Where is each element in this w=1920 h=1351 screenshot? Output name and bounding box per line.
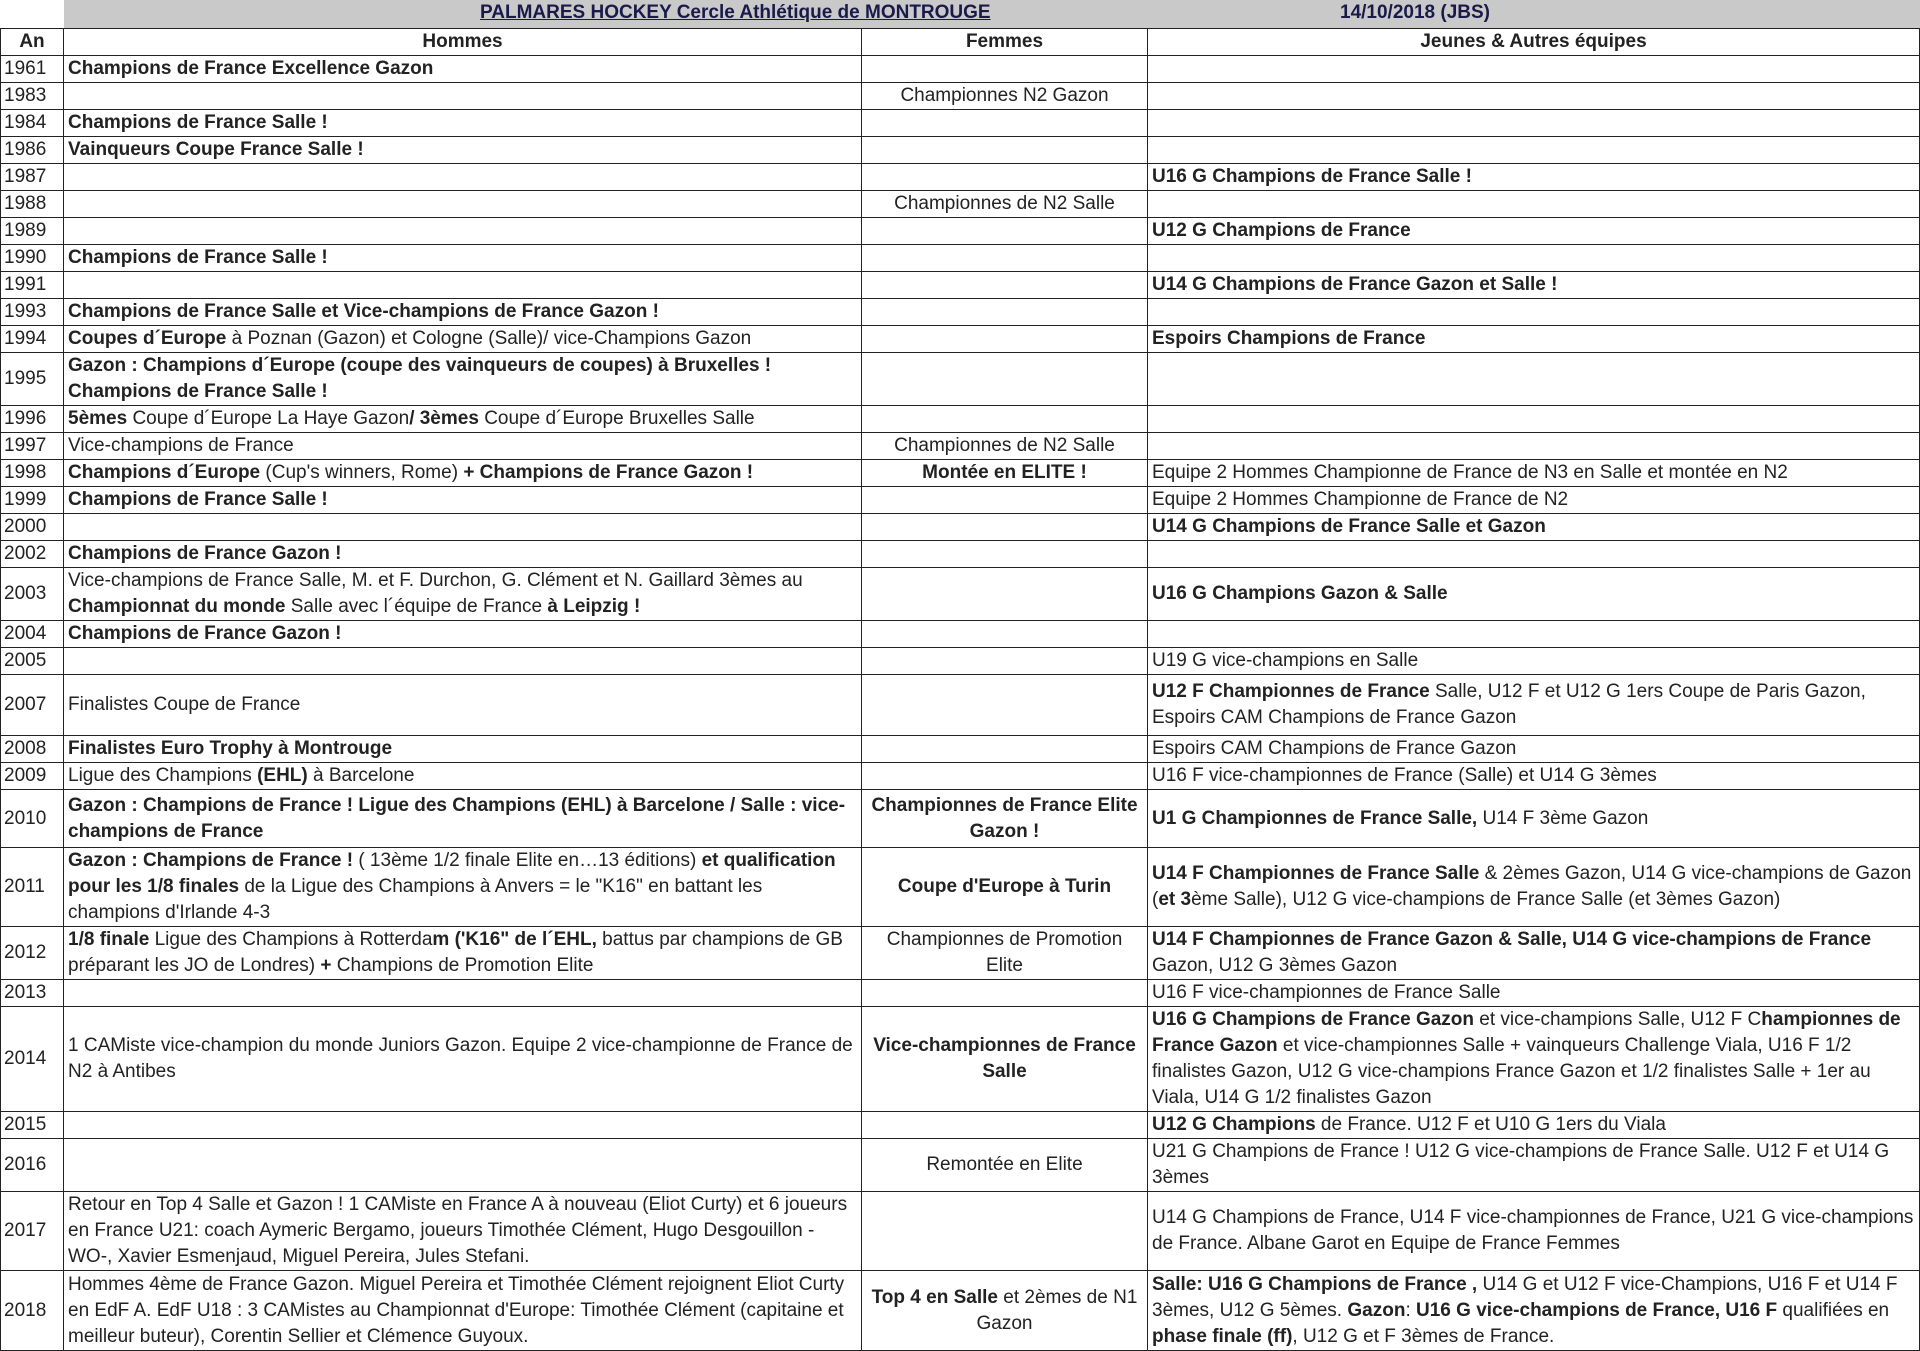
table-row — [1, 621, 1920, 648]
cell-youth — [1148, 353, 1920, 406]
text-segment: Salle: U16 G Champions de France , — [1152, 1273, 1478, 1295]
cell-men — [64, 980, 862, 1007]
table-row — [1, 272, 1920, 299]
cell-year: 2004 — [1, 621, 64, 648]
table-row — [1, 353, 1920, 406]
text-segment: et 3 — [1158, 889, 1192, 910]
table-row — [1, 433, 1920, 460]
text-segment: U12 G Champions de France — [1152, 220, 1411, 241]
page-date: 14/10/2018 (JBS) — [1340, 2, 1490, 23]
table-row — [1, 299, 1920, 326]
text-segment: U14 F 3ème Gazon — [1477, 807, 1649, 829]
table-row — [1, 326, 1920, 353]
cell-men — [64, 790, 862, 848]
cell-youth — [1148, 790, 1920, 848]
text-segment: à Barcelone — [307, 765, 415, 786]
text-segment: de la Ligue des Champions à Anvers = le "K16" en battant les champions d'Irlande 4-3 — [68, 876, 763, 923]
text-segment: Gazon — [1347, 1299, 1406, 1321]
text-segment: et 2èmes de N1 Gazon — [976, 1286, 1138, 1334]
text-segment: ( 13ème 1/2 finale Elite en…13 éditions) — [353, 850, 702, 871]
text-segment: U14 G et U12 F vice-Champions, U16 F et U14 F 3èmes, U12 G 5èmes. — [1152, 1273, 1898, 1321]
cell-men — [64, 763, 862, 790]
cell-men — [64, 83, 862, 110]
cell-women — [862, 621, 1148, 648]
cell-youth — [1148, 137, 1920, 164]
cell-women — [862, 648, 1148, 675]
cell-women — [862, 326, 1148, 353]
cell-year: 2005 — [1, 648, 64, 675]
cell-men — [64, 675, 862, 736]
column-header-women: Femmes — [862, 29, 1148, 56]
cell-men — [64, 110, 862, 137]
text-segment: Champions de France Gazon ! — [68, 623, 342, 644]
text-segment: U12 G Champions — [1152, 1114, 1316, 1135]
cell-men — [64, 299, 862, 326]
table-row — [1, 1192, 1920, 1271]
cell-women — [862, 272, 1148, 299]
text-segment: à Poznan (Gazon) et Cologne (Salle)/ vice-Champions Gazon — [226, 328, 752, 349]
text-segment: Champions de Promotion Elite — [331, 955, 594, 976]
text-segment: à Leipzig ! — [547, 596, 641, 617]
cell-youth — [1148, 218, 1920, 245]
text-segment: Finalistes Coupe de France — [68, 694, 301, 715]
table-row — [1, 406, 1920, 433]
cell-women — [862, 406, 1148, 433]
text-segment: et vice-championnes Salle + vainqueurs Challenge Viala, U16 F 1/2 finalistes Gazon, U12 G vice-champions France Gazon et 1/2 finalistes Salle + 1er au Viala, U14 G 1/2 finalistes Gazon — [1152, 1035, 1871, 1108]
text-segment: 1 CAMiste vice-champion du monde Juniors Gazon. Equipe 2 vice-championne de France de N2 à Antibes — [68, 1035, 853, 1082]
cell-men — [64, 927, 862, 980]
cell-men — [64, 272, 862, 299]
cell-youth — [1148, 1192, 1920, 1271]
cell-men — [64, 736, 862, 763]
cell-youth — [1148, 568, 1920, 621]
cell-youth — [1148, 736, 1920, 763]
cell-men — [64, 56, 862, 83]
cell-women — [862, 848, 1148, 927]
table-row — [1, 736, 1920, 763]
text-segment: U14 G Champions de France Gazon et Salle ! — [1152, 274, 1558, 295]
cell-men — [64, 648, 862, 675]
table-row — [1, 927, 1920, 980]
text-segment: hampionnes de France Gazon — [1152, 1009, 1901, 1056]
table-row — [1, 790, 1920, 848]
title-bar — [0, 0, 1920, 28]
cell-youth — [1148, 1139, 1920, 1192]
cell-women — [862, 83, 1148, 110]
cell-men — [64, 460, 862, 487]
cell-women — [862, 137, 1148, 164]
cell-men — [64, 1192, 862, 1271]
table-row — [1, 568, 1920, 621]
table-row — [1, 218, 1920, 245]
text-segment: Coupe d'Europe à Turin — [897, 876, 1112, 897]
cell-year: 2016 — [1, 1139, 64, 1192]
cell-year: 2010 — [1, 790, 64, 848]
cell-men — [64, 1007, 862, 1112]
cell-men — [64, 848, 862, 927]
text-segment: Championnes de Promotion Elite — [886, 929, 1123, 976]
cell-women — [862, 110, 1148, 137]
text-segment: Finalistes Euro Trophy à Montrouge — [68, 738, 393, 759]
text-segment: de France. U12 F et U10 G 1ers du Viala — [1315, 1114, 1666, 1135]
cell-year: 1989 — [1, 218, 64, 245]
column-header-year: An — [1, 29, 64, 56]
cell-men — [64, 191, 862, 218]
text-segment: Salle, U12 F et U12 G 1ers Coupe de Paris Gazon, Espoirs CAM Champions de France Gazon — [1152, 681, 1866, 728]
table-row — [1, 460, 1920, 487]
table-row — [1, 56, 1920, 83]
cell-year: 1995 — [1, 353, 64, 406]
cell-women — [862, 1271, 1148, 1351]
text-segment: 1/8 finale — [68, 929, 150, 950]
cell-year: 1993 — [1, 299, 64, 326]
text-segment: Equipe 2 Hommes Championne de France de N3 en Salle et montée en N2 — [1152, 462, 1788, 483]
cell-women — [862, 299, 1148, 326]
text-segment: battus par champions de GB préparant les JO de Londres) — [68, 929, 843, 976]
text-segment: Champions de France Salle ! — [68, 112, 328, 133]
cell-year: 2008 — [1, 736, 64, 763]
cell-youth — [1148, 763, 1920, 790]
cell-women — [862, 568, 1148, 621]
cell-year: 1987 — [1, 164, 64, 191]
cell-women — [862, 1007, 1148, 1112]
palmares-table — [0, 28, 1920, 1351]
text-segment: Montée en ELITE ! — [922, 462, 1087, 483]
table-row — [1, 110, 1920, 137]
cell-women — [862, 460, 1148, 487]
cell-year: 2017 — [1, 1192, 64, 1271]
cell-women — [862, 514, 1148, 541]
text-segment: + Champions de France Gazon ! — [463, 462, 754, 483]
text-segment: Remontée en Elite — [926, 1154, 1083, 1175]
text-segment: U1 G Championnes de France Salle, — [1152, 807, 1478, 829]
cell-year: 2007 — [1, 675, 64, 736]
cell-youth — [1148, 621, 1920, 648]
text-segment: Champions de France Salle et Vice-champions de France Gazon ! — [68, 301, 659, 322]
text-segment: Champions de France Excellence Gazon — [68, 58, 434, 79]
text-segment: Champions de France Salle ! — [68, 489, 328, 510]
cell-year: 2014 — [1, 1007, 64, 1112]
cell-youth — [1148, 406, 1920, 433]
cell-youth — [1148, 460, 1920, 487]
cell-year: 1986 — [1, 137, 64, 164]
text-segment: U14 F Championnes de France Gazon & Salle, U14 G vice-champions de France — [1152, 929, 1872, 950]
cell-youth — [1148, 980, 1920, 1007]
text-segment: U16 G Champions de France Gazon — [1152, 1009, 1475, 1030]
table-row — [1, 675, 1920, 736]
table-row — [1, 1112, 1920, 1139]
cell-youth — [1148, 514, 1920, 541]
column-header-men: Hommes — [64, 29, 862, 56]
cell-women — [862, 433, 1148, 460]
table-row — [1, 245, 1920, 272]
cell-women — [862, 927, 1148, 980]
cell-youth — [1148, 927, 1920, 980]
cell-youth — [1148, 1112, 1920, 1139]
text-segment: Equipe 2 Hommes Championne de France de N2 — [1152, 489, 1569, 510]
cell-women — [862, 541, 1148, 568]
text-segment: Ligue des Champions à Rotterda — [149, 929, 433, 950]
text-segment: ème Salle), U12 G vice-champions de France Salle (et 3èmes Gazon) — [1191, 889, 1781, 910]
text-segment: Vice-champions de France — [68, 435, 294, 456]
table-row — [1, 514, 1920, 541]
text-segment: U16 F vice-championnes de France Salle — [1152, 982, 1501, 1003]
table-row — [1, 980, 1920, 1007]
cell-men — [64, 568, 862, 621]
cell-men — [64, 541, 862, 568]
table-row — [1, 848, 1920, 927]
text-segment: U14 G Champions de France, U14 F vice-championnes de France, U21 G vice-champions de France. Albane Garot en Equipe de France Femmes — [1152, 1207, 1914, 1254]
table-row — [1, 648, 1920, 675]
cell-men — [64, 1271, 862, 1351]
cell-women — [862, 191, 1148, 218]
cell-youth — [1148, 326, 1920, 353]
text-segment: Championnes de N2 Salle — [894, 193, 1115, 214]
text-segment: Espoirs CAM Champions de France Gazon — [1152, 738, 1517, 759]
cell-youth — [1148, 299, 1920, 326]
text-segment: Coupe d´Europe Bruxelles Salle — [478, 408, 755, 429]
cell-youth — [1148, 110, 1920, 137]
column-header-youth: Jeunes & Autres équipes — [1148, 29, 1920, 56]
table-row — [1, 83, 1920, 110]
cell-year: 2012 — [1, 927, 64, 980]
text-segment: Gazon, U12 G 3èmes Gazon — [1152, 955, 1398, 976]
text-segment: qualifiées en — [1777, 1299, 1890, 1321]
cell-women — [862, 353, 1148, 406]
cell-women — [862, 487, 1148, 514]
text-segment: Champions d´Europe — [68, 462, 261, 483]
cell-men — [64, 137, 862, 164]
text-segment: Gazon : Champions de France ! — [68, 850, 354, 871]
cell-youth — [1148, 245, 1920, 272]
text-segment: U16 G Champions Gazon & Salle — [1152, 583, 1448, 604]
text-segment: Hommes 4ème de France Gazon. Miguel Pereira et Timothée Clément rejoignent Eliot Curty en EdF A. EdF U18 : 3 CAMistes au Championnat d'Europe: Timothée Clément (capitaine et meilleur buteur), Corentin Sellier et Clémence Guyoux. — [68, 1273, 845, 1347]
cell-men — [64, 353, 862, 406]
cell-men — [64, 514, 862, 541]
cell-youth — [1148, 1007, 1920, 1112]
cell-year: 1983 — [1, 83, 64, 110]
text-segment: + — [320, 955, 332, 976]
cell-women — [862, 736, 1148, 763]
cell-year: 1998 — [1, 460, 64, 487]
cell-year: 1999 — [1, 487, 64, 514]
cell-men — [64, 164, 862, 191]
text-segment: / 3èmes — [409, 408, 479, 429]
text-segment: Top 4 en Salle — [871, 1286, 998, 1308]
cell-year: 1991 — [1, 272, 64, 299]
text-segment: (EHL) — [257, 765, 308, 786]
cell-men — [64, 406, 862, 433]
cell-women — [862, 1112, 1148, 1139]
text-segment: U16 G vice-champions de France, U16 F — [1416, 1299, 1778, 1321]
table-row — [1, 1139, 1920, 1192]
table-row — [1, 541, 1920, 568]
text-segment: Gazon : Champions d´Europe (coupe des vainqueurs de coupes) à Bruxelles ! Champions de France Salle ! — [68, 355, 772, 402]
text-segment: Gazon : Champions de France ! Ligue des Champions (EHL) à Barcelone / Salle : vice-champions de France — [68, 794, 846, 842]
cell-year: 2000 — [1, 514, 64, 541]
table-row — [1, 191, 1920, 218]
text-segment: Vice-champions de France Salle, M. et F. Durchon, G. Clément et N. Gaillard 3èmes au — [68, 570, 803, 591]
cell-youth — [1148, 191, 1920, 218]
cell-youth — [1148, 56, 1920, 83]
cell-year: 2013 — [1, 980, 64, 1007]
cell-year: 2015 — [1, 1112, 64, 1139]
cell-year: 2002 — [1, 541, 64, 568]
text-segment: Espoirs Champions de France — [1152, 328, 1426, 349]
cell-year: 2003 — [1, 568, 64, 621]
text-segment: (Cup's winners, Rome) — [260, 462, 464, 483]
text-segment: Coupes d´Europe — [68, 328, 227, 349]
text-segment: , U12 G et F 3èmes de France. — [1292, 1325, 1555, 1347]
table-row — [1, 137, 1920, 164]
text-segment: Champions de France Salle ! — [68, 247, 328, 268]
cell-year: 1994 — [1, 326, 64, 353]
text-segment: 5èmes — [68, 408, 128, 429]
text-segment: phase finale (ff) — [1152, 1325, 1293, 1347]
cell-women — [862, 56, 1148, 83]
text-segment: U14 F Championnes de France Salle — [1152, 863, 1480, 884]
cell-men — [64, 1112, 862, 1139]
text-segment: U14 G Champions de France Salle et Gazon — [1152, 516, 1546, 537]
text-segment: Champions de France Gazon ! — [68, 543, 342, 564]
text-segment: Championnes N2 Gazon — [900, 85, 1109, 106]
table-row — [1, 1271, 1920, 1351]
text-segment: Championnes de France Elite Gazon ! — [871, 794, 1138, 842]
cell-year: 1996 — [1, 406, 64, 433]
cell-women — [862, 980, 1148, 1007]
cell-youth — [1148, 433, 1920, 460]
cell-year: 2009 — [1, 763, 64, 790]
cell-men — [64, 326, 862, 353]
cell-women — [862, 763, 1148, 790]
cell-youth — [1148, 83, 1920, 110]
cell-year: 1997 — [1, 433, 64, 460]
cell-youth — [1148, 541, 1920, 568]
title-bar-background — [64, 0, 1920, 28]
table-row — [1, 1007, 1920, 1112]
table-row — [1, 487, 1920, 514]
cell-year: 1990 — [1, 245, 64, 272]
text-segment: & 2èmes Gazon, U14 G vice-champions de Gazon ( — [1152, 863, 1912, 910]
text-segment: U12 F Championnes de France — [1152, 681, 1430, 702]
text-segment: U16 F vice-championnes de France (Salle) et U14 G 3èmes — [1152, 765, 1657, 786]
cell-men — [64, 218, 862, 245]
table-header-row — [1, 29, 1920, 56]
text-segment: et vice-champions Salle, U12 F C — [1474, 1009, 1762, 1030]
cell-youth — [1148, 848, 1920, 927]
cell-women — [862, 675, 1148, 736]
table-row — [1, 164, 1920, 191]
cell-men — [64, 433, 862, 460]
text-segment: Championnat du monde — [68, 596, 286, 617]
text-segment: Ligue des Champions — [68, 765, 258, 786]
cell-year: 1988 — [1, 191, 64, 218]
cell-women — [862, 790, 1148, 848]
cell-year: 2018 — [1, 1271, 64, 1351]
cell-women — [862, 1192, 1148, 1271]
text-segment: et qualification pour les 1/8 finales — [68, 850, 836, 897]
text-segment: Coupe d´Europe La Haye Gazon — [127, 408, 410, 429]
text-segment: Vice-championnes de France Salle — [873, 1035, 1136, 1082]
text-segment: Retour en Top 4 Salle et Gazon ! 1 CAMiste en France A à nouveau (Eliot Curty) et 6 joueurs en France U21: coach Aymeric Bergamo, joueurs Timothée Clément, Hugo Desgouillon -WO-, Xavier Esmenjaud, Miguel Pereira, Jules Stefani. — [68, 1194, 848, 1267]
cell-youth — [1148, 1271, 1920, 1351]
cell-women — [862, 218, 1148, 245]
cell-year: 1984 — [1, 110, 64, 137]
text-segment: Vainqueurs Coupe France Salle ! — [68, 139, 364, 160]
cell-women — [862, 245, 1148, 272]
page-title: PALMARES HOCKEY Cercle Athlétique de MONTROUGE — [480, 2, 991, 23]
cell-women — [862, 1139, 1148, 1192]
cell-men — [64, 621, 862, 648]
cell-youth — [1148, 648, 1920, 675]
cell-youth — [1148, 675, 1920, 736]
text-segment: Salle avec l´équipe de France — [285, 596, 548, 617]
cell-women — [862, 164, 1148, 191]
cell-men — [64, 487, 862, 514]
text-segment: U19 G vice-champions en Salle — [1152, 650, 1419, 671]
cell-year: 1961 — [1, 56, 64, 83]
text-segment: U21 G Champions de France ! U12 G vice-champions de France Salle. U12 F et U14 G 3èmes — [1152, 1141, 1890, 1188]
text-segment: m ('K16" de l´EHL, — [432, 929, 597, 950]
cell-year: 2011 — [1, 848, 64, 927]
cell-youth — [1148, 164, 1920, 191]
table-row — [1, 763, 1920, 790]
table-body — [1, 56, 1920, 1351]
cell-men — [64, 245, 862, 272]
text-segment: : — [1405, 1299, 1416, 1321]
cell-youth — [1148, 272, 1920, 299]
cell-youth — [1148, 487, 1920, 514]
cell-men — [64, 1139, 862, 1192]
text-segment: Championnes de N2 Salle — [894, 435, 1115, 456]
text-segment: U16 G Champions de France Salle ! — [1152, 166, 1472, 187]
